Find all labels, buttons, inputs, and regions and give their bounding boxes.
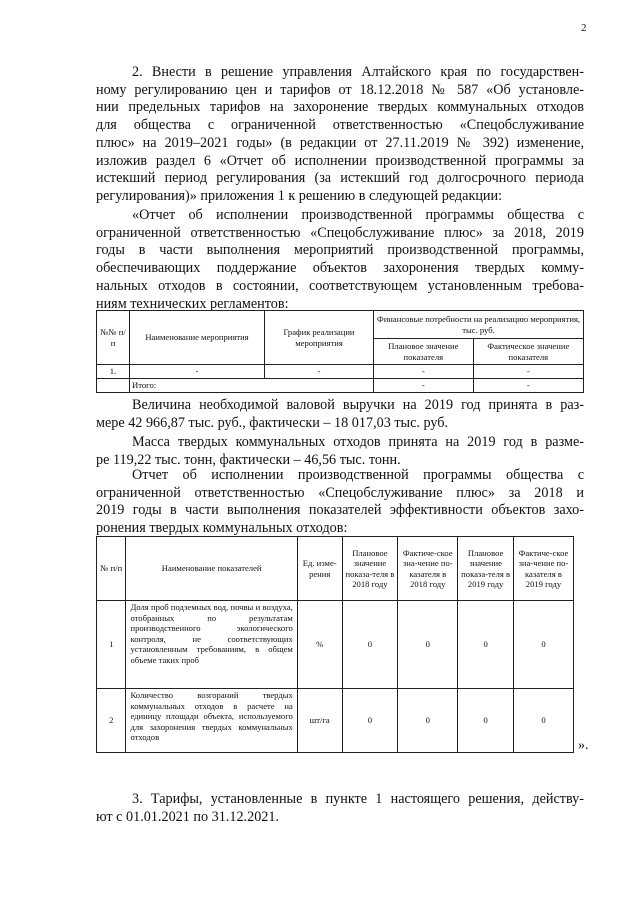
text-line: изложив раздел 6 «Отчет об исполнении производственной программы за <box>96 152 584 169</box>
text-line: истекший период регулирования (за истекший год долгосрочного периода <box>96 170 584 187</box>
text-line: 3. Тарифы, установленные в пункте 1 настоящего решения, действу- <box>132 791 584 807</box>
cell: - <box>130 365 265 379</box>
text-line: ограниченной ответственностью «Спецобслуживание плюс» за 2018, 2019 <box>96 224 584 241</box>
cell: 0 <box>398 601 458 689</box>
text-line: мере 42 966,87 тыс. руб., фактически – 18 017,03 тыс. руб. <box>96 414 449 431</box>
text-line: годы в части выполнения мероприятий производственной программы, <box>96 242 584 259</box>
cell: 2 <box>97 689 126 753</box>
cell <box>97 379 130 393</box>
text-line: Масса твердых коммунальных отходов принята на 2019 год в разме- <box>132 434 584 450</box>
text-line: ному регулированию цен и тарифов от 18.12.2018 № 587 «Об установле- <box>96 81 584 98</box>
header-fact-2019: Фактиче-ское зна-чение по-казателя в 2019 году <box>513 537 573 601</box>
text-line: ниям технических регламентов: <box>96 295 289 312</box>
cell: - <box>265 365 374 379</box>
closing-quote: ». <box>578 738 589 753</box>
paragraph-revenue <box>96 397 584 432</box>
text-line: «Отчет об исполнении производственной программы общества с <box>132 207 584 223</box>
text-line: нии предельных тарифов на захоронение твердых коммунальных отходов <box>96 99 584 116</box>
text-line: плюс» на 2019–2021 годы» (в редакции от 27.11.2019 № 392) изменение, <box>96 134 584 151</box>
table-header-row <box>97 537 574 601</box>
header-measure-name: Наименование мероприятия <box>130 311 265 365</box>
table-efficiency <box>96 536 574 753</box>
indicator-name: Доля проб подземных вод, почвы и воздуха, отобранных по результатам производственного экологического контроля, не соответствующих установленным требованиям, в общем объеме таких проб <box>126 601 297 689</box>
header-number: № п/п <box>97 537 126 601</box>
header-plan: Плановое значение показателя <box>374 339 474 365</box>
text-line: нальных отходов в состоянии, соответствующем установленным требова- <box>96 277 584 294</box>
text-line: для общества с ограниченной ответственностью «Спецобслуживание <box>96 117 584 134</box>
text-line: ронения твердых коммунальных отходов: <box>96 520 348 537</box>
header-plan-2019: Плановое значение показа-теля в 2019 году <box>458 537 514 601</box>
cell: % <box>297 601 342 689</box>
header-unit: Ед. изме-рения <box>297 537 342 601</box>
text-line: ют с 01.01.2021 по 31.12.2021. <box>96 808 280 825</box>
header-fact-2018: Фактиче-ское зна-чение по-казателя в 2018 году <box>398 537 458 601</box>
cell: 0 <box>458 689 514 753</box>
text-line: ре 119,22 тыс. тонн, фактически – 46,56 тыс. тонн. <box>96 451 401 468</box>
header-number: №№ п/п <box>97 311 130 365</box>
text-line: обеспечивающих поддержание объектов захоронения твердых комму- <box>96 260 584 277</box>
cell: 0 <box>398 689 458 753</box>
cell: - <box>473 365 583 379</box>
header-indicator-name: Наименование показателей <box>126 537 297 601</box>
text-line: 2. Внести в решение управления Алтайского края по государствен- <box>132 64 584 80</box>
table-row <box>97 689 574 753</box>
cell: 0 <box>342 601 398 689</box>
cell: - <box>374 365 474 379</box>
table-row <box>97 365 584 379</box>
table-row <box>97 601 574 689</box>
table-total-row <box>97 379 584 393</box>
cell: 1 <box>97 601 126 689</box>
cell: 0 <box>513 689 573 753</box>
table-measures <box>96 310 584 393</box>
cell: шт/га <box>297 689 342 753</box>
paragraph-efficiency-intro <box>96 467 584 538</box>
cell: 0 <box>458 601 514 689</box>
text-line: регулирования)» приложения 1 к решению в следующей редакции: <box>96 187 503 204</box>
header-schedule: График реализации мероприятия <box>265 311 374 365</box>
header-fact: Фактическое значение показателя <box>473 339 583 365</box>
paragraph-amendment <box>96 64 584 206</box>
indicator-name: Количество возгораний твердых коммунальных отходов в расчете на единицу площади объекта, используемого для захоронения твердых коммунальных отходов <box>126 689 297 753</box>
text-line: ограниченной ответственностью «Спецобслуживание плюс» за 2018 и <box>96 484 584 501</box>
cell: 0 <box>513 601 573 689</box>
cell: - <box>473 379 583 393</box>
cell: 0 <box>342 689 398 753</box>
text-line: Отчет об исполнении производственной программы общества с <box>132 467 584 483</box>
paragraph-tariff-period <box>96 791 584 826</box>
cell: 1. <box>97 365 130 379</box>
text-line: Величина необходимой валовой выручки на 2019 год принята в раз- <box>132 397 584 413</box>
total-label: Итого: <box>130 379 374 393</box>
header-plan-2018: Плановое значение показа-теля в 2018 году <box>342 537 398 601</box>
cell: - <box>374 379 474 393</box>
header-financial-needs: Финансовые потребности на реализацию мероприятия, тыс. руб. <box>374 311 584 339</box>
paragraph-waste-mass <box>96 434 584 469</box>
paragraph-report-intro <box>96 207 584 313</box>
page-number: 2 <box>581 22 587 34</box>
text-line: 2019 годы в части выполнения показателей эффективности объектов захо- <box>96 502 584 519</box>
